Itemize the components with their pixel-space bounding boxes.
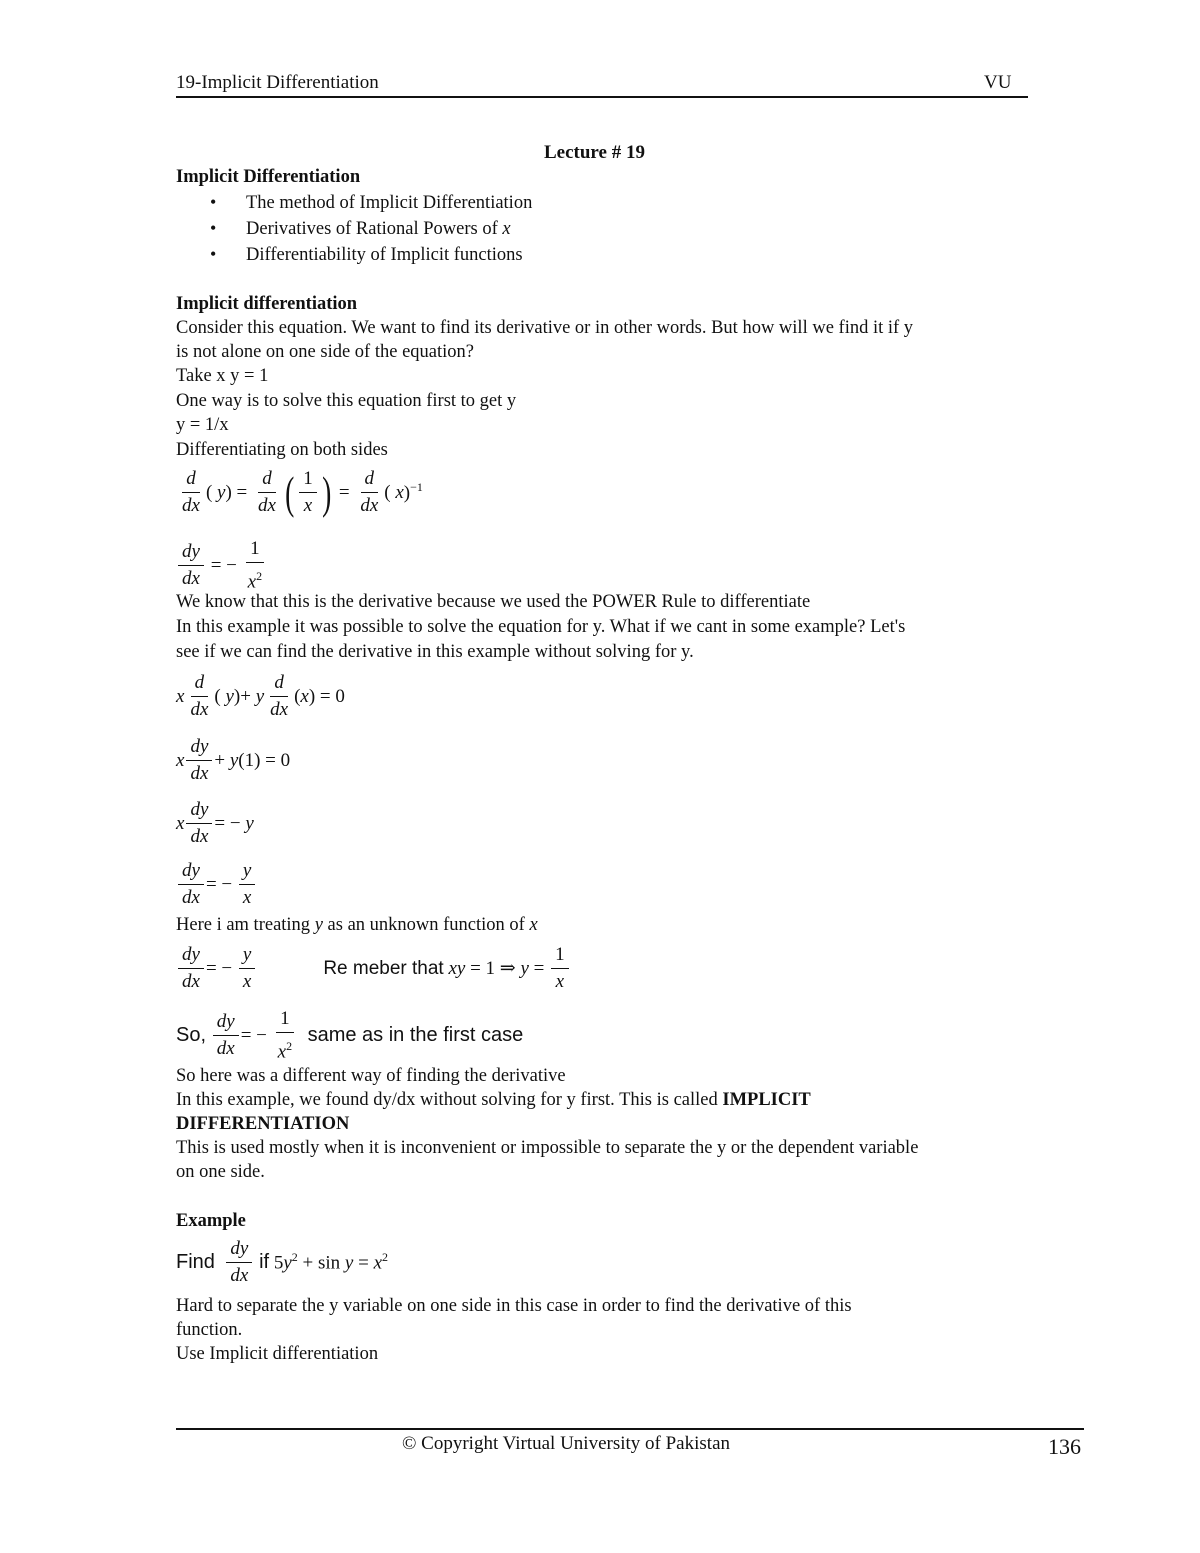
lecture-title: Lecture # 19 bbox=[544, 142, 645, 163]
equation-product-rule: x $\frac{d}{dx}$ ( y )+ y $\frac{d}{dx}$ ( x ) = 0 bbox=[176, 672, 345, 720]
paragraph-line: This is used mostly when it is inconvenient or impossible to separate the y or the dependent variable bbox=[176, 1138, 919, 1158]
equation-step-4: $\frac{dy}{dx}$ = − $\frac{y}{x}$ bbox=[176, 858, 257, 911]
equation-step-3: x $\frac{dy}{dx}$ = − y bbox=[176, 799, 254, 847]
paragraph-line: see if we can find the derivative in this example without solving for y. bbox=[176, 642, 694, 662]
footer-rule bbox=[176, 1428, 1084, 1430]
paragraph-line: Here i am treating y as an unknown function of x bbox=[176, 915, 538, 935]
paragraph-line: We know that this is the derivative because we used the POWER Rule to differentiate bbox=[176, 592, 811, 612]
paragraph-line: Hard to separate the y variable on one side in this case in order to find the derivative of this bbox=[176, 1296, 852, 1316]
paragraph-line: In this example, we found dy/dx without solving for y first. This is called IMPLICIT bbox=[176, 1090, 811, 1110]
example-title: Example bbox=[176, 1211, 246, 1231]
paragraph-line: y = 1/x bbox=[176, 415, 229, 435]
equation-so: So, $\frac{dy}{dx}$ = − $\frac{1}{x^2}$ same as in the first case bbox=[176, 1008, 524, 1063]
equation-remember: $\frac{dy}{dx}$ = − $\frac{y}{x}$ Re meber that xy = 1 ⇒ y = $\frac{1}{x}$ bbox=[176, 942, 571, 995]
paragraph-line: Take x y = 1 bbox=[176, 366, 269, 386]
page-number: 136 bbox=[1048, 1434, 1081, 1459]
paragraph-line: Differentiating on both sides bbox=[176, 440, 388, 460]
equation-result-1: $\frac{dy}{dx}$ = − $\frac{1}{x^2}$ bbox=[176, 536, 268, 595]
list-item: Derivatives of Rational Powers of x bbox=[246, 219, 511, 239]
section-title: Implicit differentiation bbox=[176, 294, 358, 314]
equation-step-2: x $\frac{dy}{dx}$ + y (1) = 0 bbox=[176, 736, 291, 784]
copyright-notice: © Copyright Virtual University of Pakistan bbox=[402, 1433, 731, 1454]
paragraph-line: on one side. bbox=[176, 1162, 265, 1182]
list-item: The method of Implicit Differentiation bbox=[246, 193, 533, 213]
header-rule bbox=[176, 96, 1028, 98]
list-item: Differentiability of Implicit functions bbox=[246, 245, 523, 265]
equation-example: Find $\frac{dy}{dx}$ if $5y^2 + \sin y = x^2$ bbox=[176, 1238, 389, 1286]
paragraph-line: function. bbox=[176, 1320, 243, 1340]
running-header-vu: VU bbox=[984, 72, 1012, 93]
running-header-title: 19-Implicit Differentiation bbox=[176, 72, 379, 93]
equation-derivative-of-reciprocal: $\frac{d}{dx}$ ( y ) = $\frac{d}{dx}$ ( $\frac{1}{x}$ ) = $\frac{d}{dx}$ ( x )$^{-1}$ bbox=[182, 466, 423, 518]
intro-title: Implicit Differentiation bbox=[176, 167, 361, 187]
paragraph-line: Consider this equation. We want to find its derivative or in other words. But how will we find it if y bbox=[176, 318, 914, 338]
paragraph-line: In this example it was possible to solve the equation for y. What if we cant in some example? Let's bbox=[176, 617, 906, 637]
paragraph-line: One way is to solve this equation first to get y bbox=[176, 391, 517, 411]
paragraph-line: So here was a different way of finding the derivative bbox=[176, 1066, 566, 1086]
paragraph-line: is not alone on one side of the equation? bbox=[176, 342, 474, 362]
paragraph-line: Use Implicit differentiation bbox=[176, 1344, 379, 1364]
paragraph-line: DIFFERENTIATION bbox=[176, 1114, 350, 1134]
